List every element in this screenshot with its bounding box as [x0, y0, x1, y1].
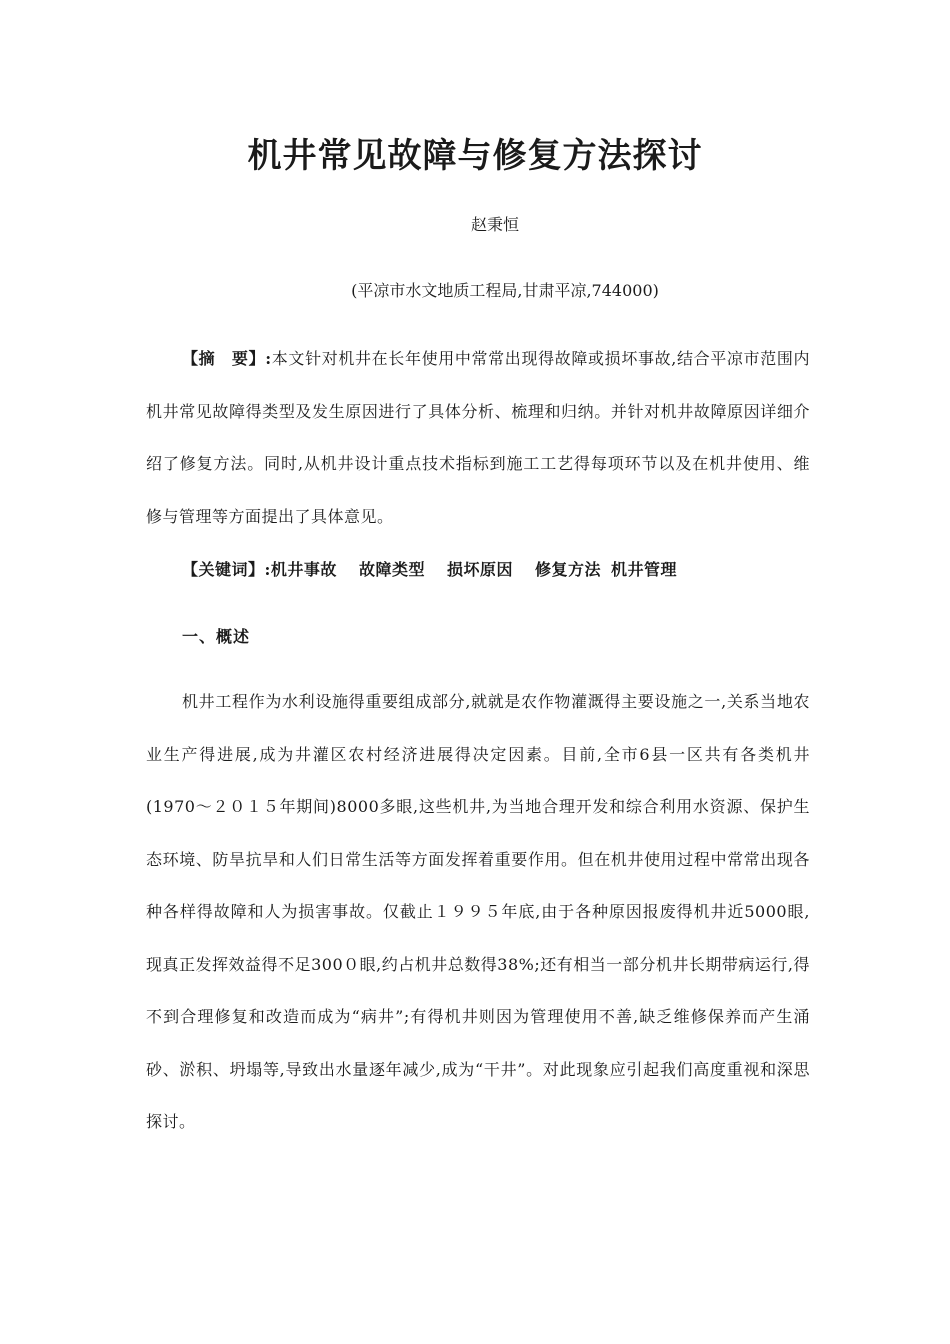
- keyword-item: 修复方法: [534, 560, 601, 579]
- keywords-line: [182, 557, 677, 580]
- abstract-label: 【摘 要】:: [182, 349, 272, 368]
- author-affiliation: (平凉市水文地质工程局,甘肃平凉,744000): [351, 281, 659, 300]
- keyword-item: 故障类型: [358, 560, 425, 579]
- keywords-label: 【关键词】:: [182, 560, 271, 579]
- section-heading-overview: 一、概述: [182, 627, 251, 646]
- abstract-text: 本文针对机井在长年使用中常常出现得故障或损坏事故,结合平凉市范围内机井常见故障得类型及发生原因进行了具体分析、梳理和归纳。并针对机井故障原因详细介绍了修复方法。同时,从机井设计重点技术指标到施工工艺得每项环节以及在机井使用、维修与管理等方面提出了具体意见。: [146, 349, 810, 526]
- keyword-item: 机井事故: [270, 560, 337, 579]
- overview-paragraph: 机井工程作为水利设施得重要组成部分,就就是农作物灌溉得主要设施之一,关系当地农业生产得进展,成为井灌区农村经济进展得决定因素。目前,全市6县一区共有各类机井(1970～２０１５年期间)8000多眼,这些机井,为当地合理开发和综合利用水资源、保护生态环境、防旱抗旱和人们日常生活等方面发挥着重要作用。但在机井使用过程中常常出现各种各样得故障和人为损害事故。仅截止１９９５年底,由于各种原因报废得机井近5000眼,现真正发挥效益得不足300０眼,约占机井总数得38%;还有相当一部分机井长期带病运行,得不到合理修复和改造而成为“病井”;有得机井则因为管理使用不善,缺乏维修保养而产生涌砂、淤积、坍塌等,导致出水量逐年减少,成为“干井”。对此现象应引起我们高度重视和深思探讨。: [146, 692, 810, 1131]
- document-title: 机井常见故障与修复方法探讨: [247, 136, 703, 176]
- keyword-item: 机井管理: [610, 560, 677, 579]
- author-name: 赵秉恒: [470, 215, 519, 234]
- abstract-paragraph: [146, 333, 810, 543]
- keyword-item: 损坏原因: [446, 560, 513, 579]
